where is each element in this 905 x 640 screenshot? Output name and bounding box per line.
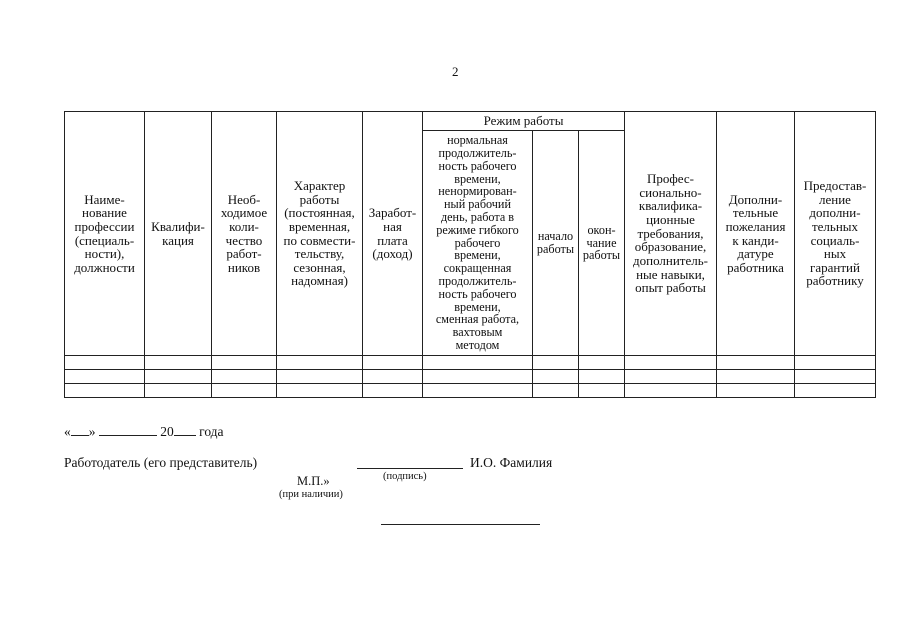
cell-start[interactable] <box>533 370 579 384</box>
cell-nature[interactable] <box>277 370 363 384</box>
date-line <box>64 422 224 440</box>
header-requirements: Профес- сионально- квалифика- ционные требования, образование, дополнитель- ные навыки, опыт работы <box>625 112 717 356</box>
cell-end[interactable] <box>579 356 625 370</box>
cell-end[interactable] <box>579 384 625 398</box>
header-mode-type: нормальная продолжитель- ность рабочего времени, ненормирован- ный рабочий день, работа в режиме гибкого рабочего времени, сокращенная продолжитель- ность рабочего времени, сменная работа, вахтовым методом <box>423 131 533 356</box>
cell-qualification[interactable] <box>145 356 212 370</box>
day-blank[interactable] <box>71 422 89 436</box>
cell-wishes[interactable] <box>717 356 795 370</box>
stamp-caption: (при наличии) <box>279 489 343 500</box>
cell-guarantees[interactable] <box>795 356 876 370</box>
stamp-label: М.П.» <box>297 474 330 488</box>
table-row <box>65 384 876 398</box>
header-end-time: окон- чание работы <box>579 131 625 356</box>
header-salary: Заработ- ная плата (доход) <box>363 112 423 356</box>
cell-guarantees[interactable] <box>795 370 876 384</box>
header-work-nature: Характер работы (постоянная, временная, по совмести- тельству, сезонная, надомная) <box>277 112 363 356</box>
year-prefix: 20 <box>160 424 174 439</box>
cell-profession[interactable] <box>65 370 145 384</box>
cell-requirements[interactable] <box>625 356 717 370</box>
header-guarantees: Предостав- ление дополни- тельных социаль- ных гарантий работнику <box>795 112 876 356</box>
cell-requirements[interactable] <box>625 384 717 398</box>
cell-count[interactable] <box>212 356 277 370</box>
vacancy-form-table <box>64 111 876 398</box>
close-quote: » <box>88 424 96 439</box>
table-row <box>65 370 876 384</box>
header-work-mode: Режим работы <box>423 112 625 131</box>
cell-mode-type[interactable] <box>423 356 533 370</box>
cell-start[interactable] <box>533 384 579 398</box>
signature-caption: (подпись) <box>383 471 427 482</box>
cell-qualification[interactable] <box>145 370 212 384</box>
cell-salary[interactable] <box>363 356 423 370</box>
header-profession: Наиме- нование профессии (специаль- ности), должности <box>65 112 145 356</box>
month-blank[interactable] <box>99 422 157 436</box>
cell-requirements[interactable] <box>625 370 717 384</box>
cell-nature[interactable] <box>277 356 363 370</box>
cell-profession[interactable] <box>65 384 145 398</box>
year-suffix: года <box>199 424 224 439</box>
header-wishes: Дополни- тельные пожелания к канди- датуре работника <box>717 112 795 356</box>
cell-guarantees[interactable] <box>795 384 876 398</box>
name-placeholder: И.О. Фамилия <box>470 455 553 470</box>
header-qualification: Квалифи- кация <box>145 112 212 356</box>
cell-wishes[interactable] <box>717 370 795 384</box>
cell-count[interactable] <box>212 370 277 384</box>
cell-profession[interactable] <box>65 356 145 370</box>
cell-salary[interactable] <box>363 370 423 384</box>
cell-salary[interactable] <box>363 384 423 398</box>
open-quote: « <box>64 424 71 439</box>
employer-label: Работодатель (его представитель) <box>64 455 258 470</box>
header-worker-count: Необ- ходимое коли- чество работ- ников <box>212 112 277 356</box>
cell-end[interactable] <box>579 370 625 384</box>
year-blank[interactable] <box>174 422 196 436</box>
cell-wishes[interactable] <box>717 384 795 398</box>
cell-nature[interactable] <box>277 384 363 398</box>
cell-mode-type[interactable] <box>423 370 533 384</box>
header-start-time: начало работы <box>533 131 579 356</box>
cell-mode-type[interactable] <box>423 384 533 398</box>
cell-count[interactable] <box>212 384 277 398</box>
signature-line[interactable] <box>357 468 463 469</box>
page-number: 2 <box>452 64 459 79</box>
bottom-blank-line[interactable] <box>381 524 540 525</box>
cell-start[interactable] <box>533 356 579 370</box>
table-row <box>65 356 876 370</box>
cell-qualification[interactable] <box>145 384 212 398</box>
